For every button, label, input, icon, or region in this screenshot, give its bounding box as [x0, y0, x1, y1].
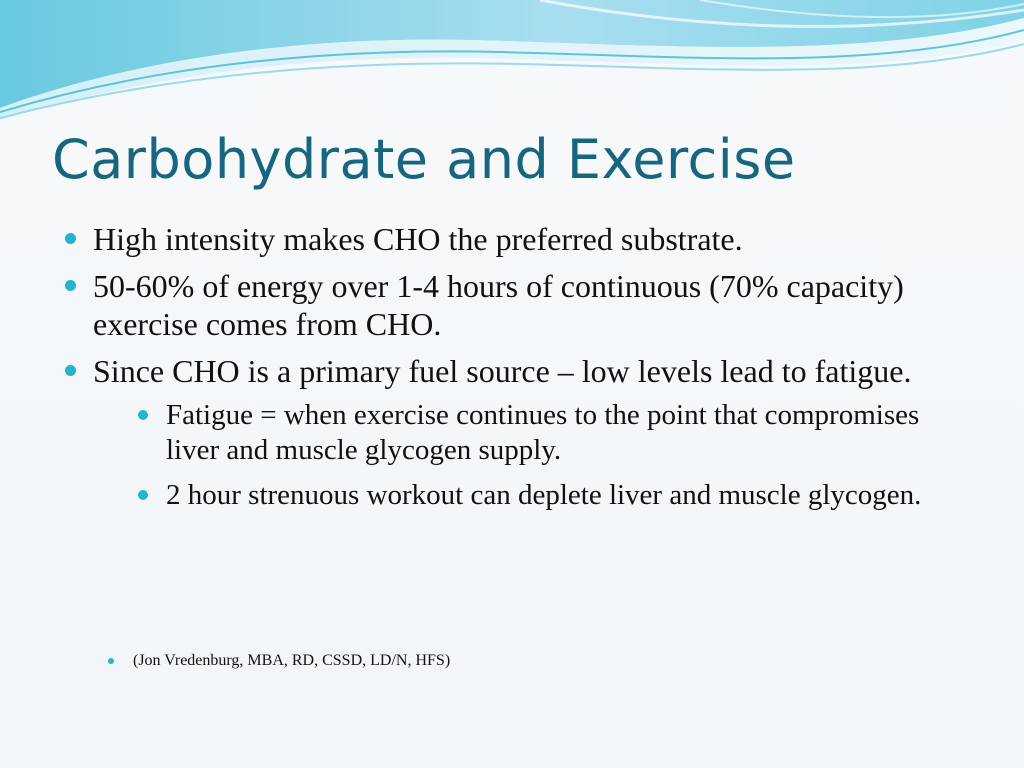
sub-bullet-text: Fatigue = when exercise continues to the point that compromises liver and muscle glycogen supply.: [166, 399, 920, 466]
bullet-text: High intensity makes CHO the preferred substrate.: [93, 221, 743, 257]
bullet-item: [60, 267, 970, 343]
bullet-text: Since CHO is a primary fuel source – low levels lead to fatigue.: [93, 353, 912, 389]
sub-bullet-text: 2 hour strenuous workout can deplete liver and muscle glycogen.: [166, 479, 922, 511]
slide-content: [60, 220, 970, 523]
sub-bullet-list: [93, 398, 970, 513]
bullet-item: [60, 220, 970, 258]
bullet-text: 50-60% of energy over 1-4 hours of continuous (70% capacity) exercise comes from CHO.: [93, 268, 904, 342]
citation-text: (Jon Vredenburg, MBA, RD, CSSD, LD/N, HFS): [133, 652, 451, 669]
bullet-dot-icon: [138, 410, 148, 420]
bullet-dot-icon: [65, 280, 76, 291]
sub-bullet-item: [133, 478, 970, 513]
bullet-dot-icon: [138, 490, 148, 500]
slide-title: Carbohydrate and Exercise: [52, 128, 796, 191]
bullet-dot-icon: [108, 658, 114, 664]
bullet-list: [60, 220, 970, 513]
sub-bullet-item: [133, 398, 970, 468]
citation: [100, 650, 450, 672]
bullet-dot-icon: [65, 233, 76, 244]
header-wave-decoration: [0, 0, 1024, 130]
bullet-item: [60, 352, 970, 513]
bullet-dot-icon: [65, 365, 76, 376]
